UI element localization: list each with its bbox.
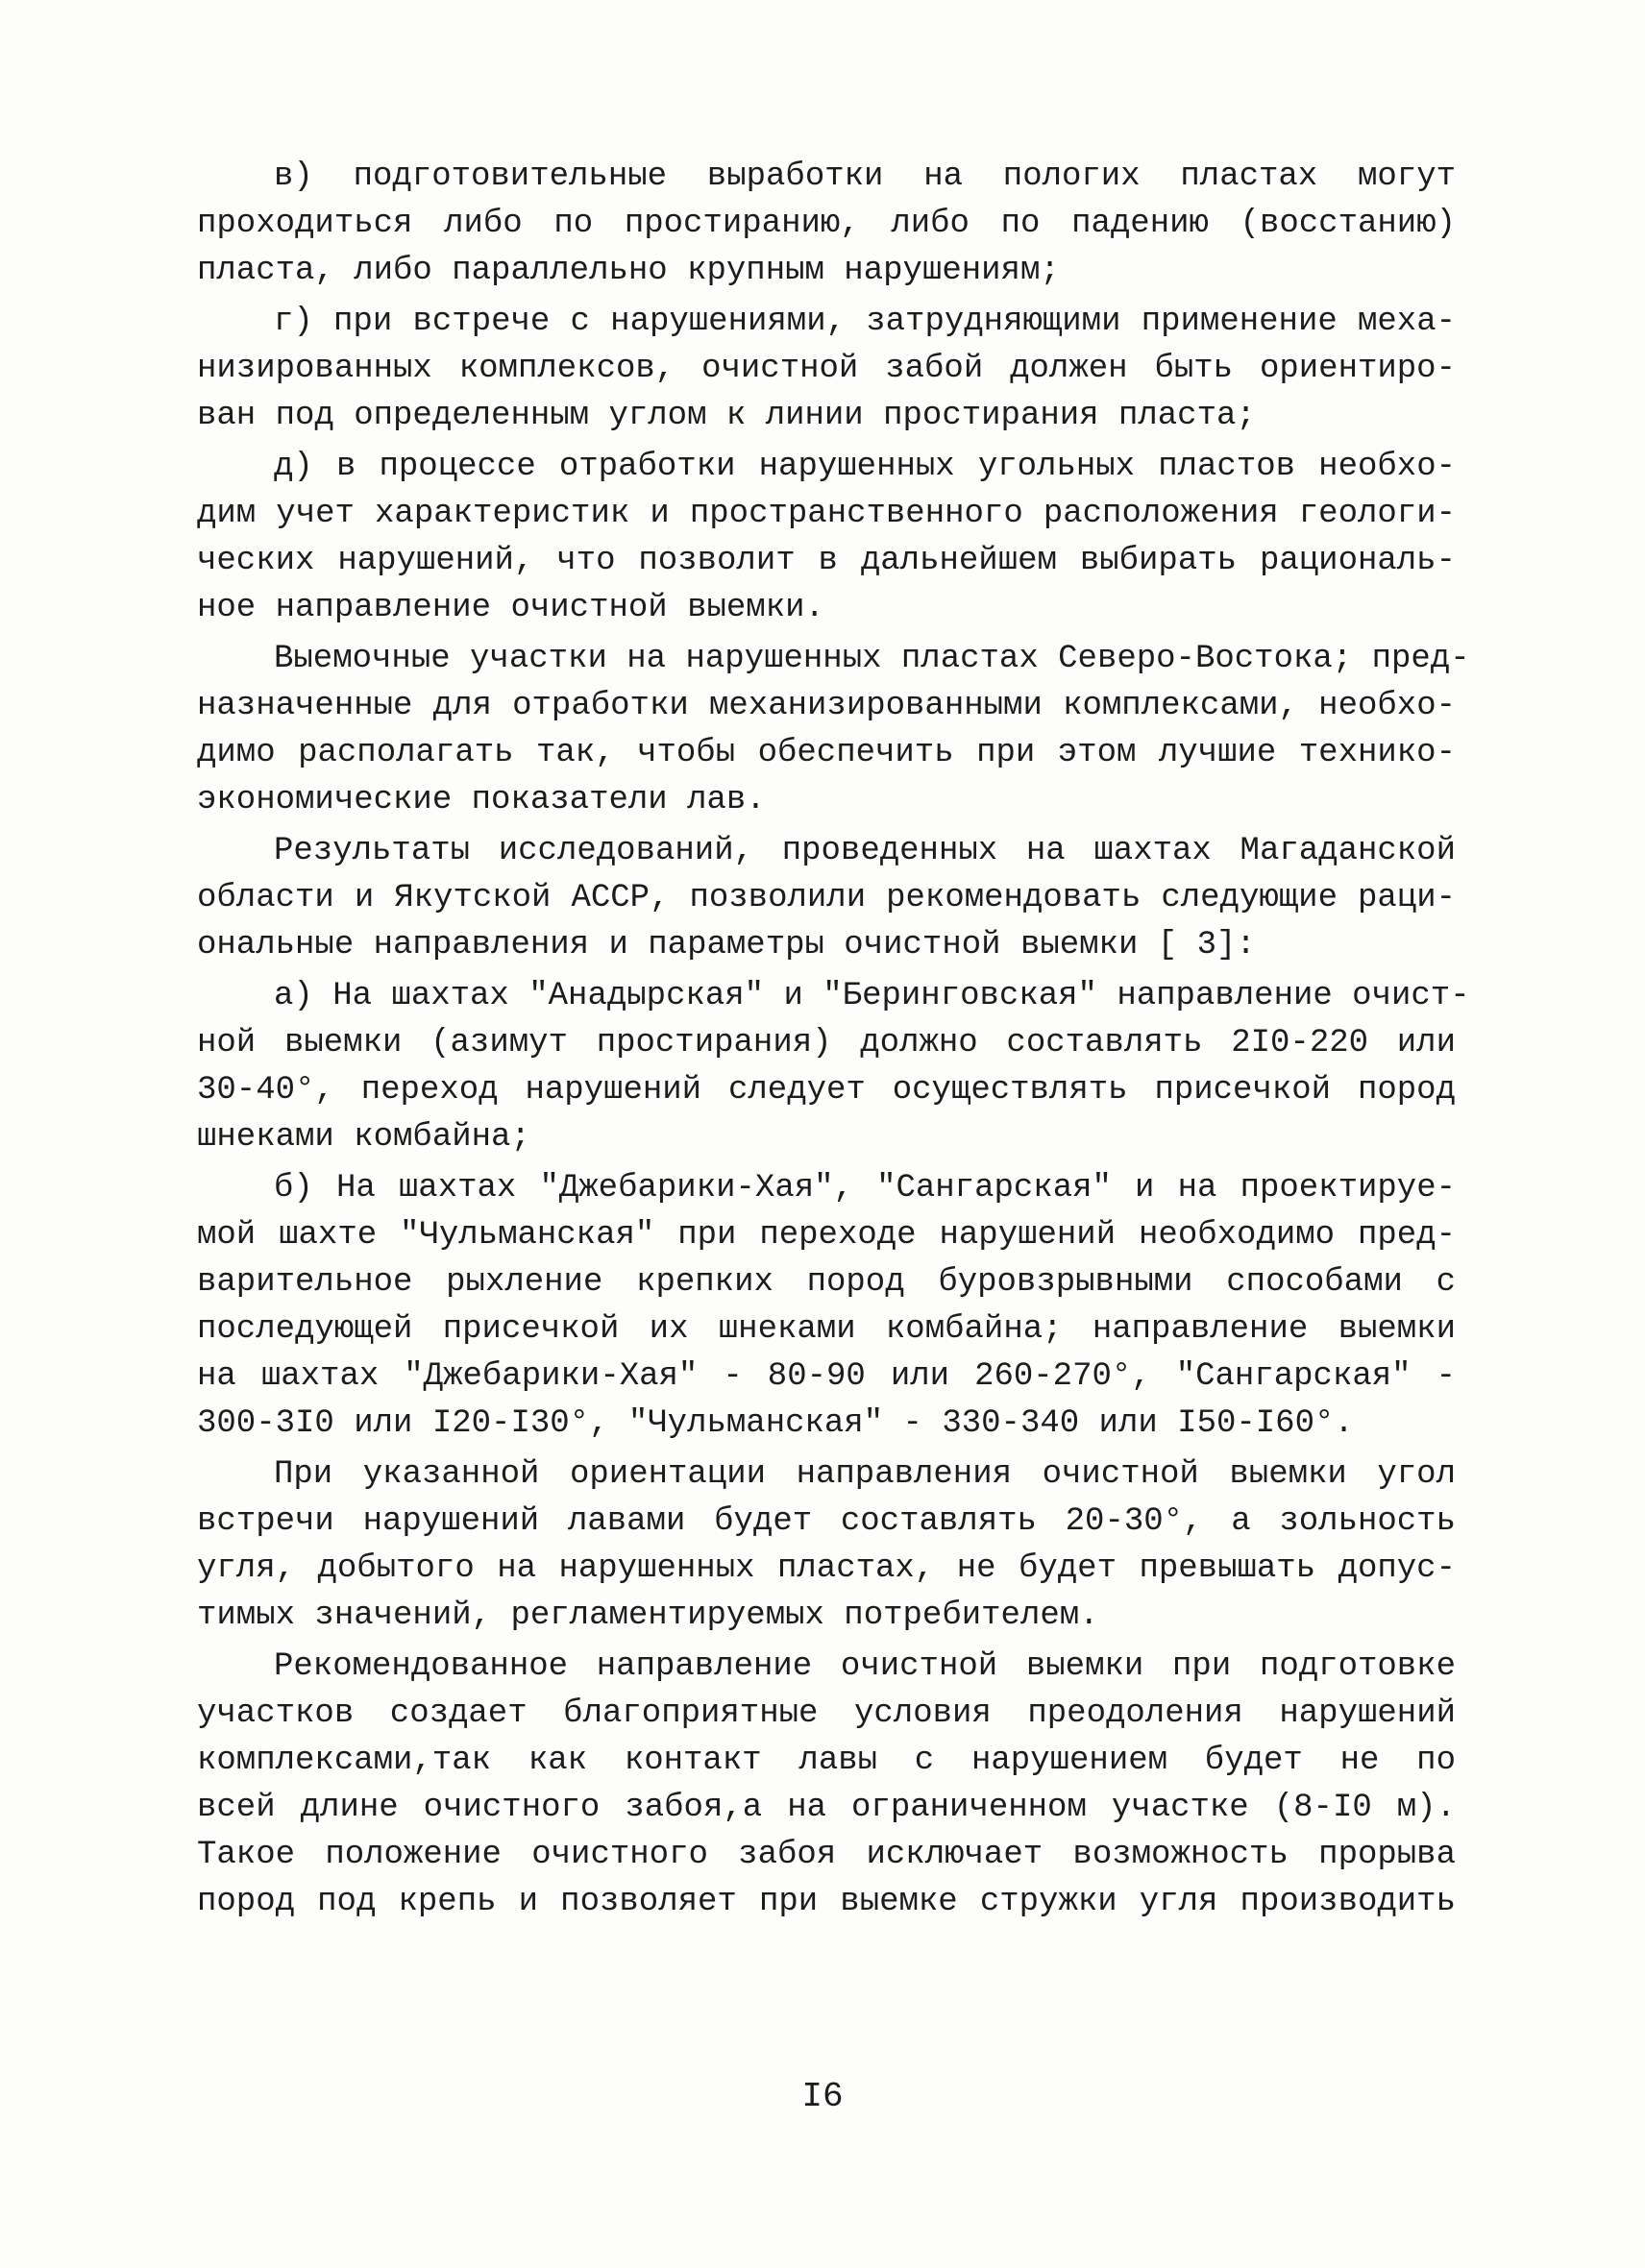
text-line: г) при встрече с нарушениями, затрудняющими применение меха- (274, 304, 1456, 340)
text-line: Результаты исследований, проведенных на шахтах Магаданской (274, 833, 1456, 869)
page-number: I6 (801, 2077, 844, 2116)
text-line: ческих нарушений, что позволит в дальнейшем выбирать рациональ- (197, 543, 1456, 579)
paragraph-item-b (197, 1165, 1456, 1448)
text-line: шнеками комбайна; (197, 1119, 530, 1156)
paragraph-recommended (197, 1644, 1456, 1926)
text-line: б) На шахтах "Джебарики-Хая", "Сангарская" и на проектируе- (274, 1170, 1456, 1207)
text-line: пород под крепь и позволяет при выемке стружки угля производить (197, 1884, 1456, 1920)
text-line: тимых значений, регламентируемых потребителем. (197, 1597, 1099, 1634)
text-line: участков создает благоприятные условия преодоления нарушений (197, 1695, 1456, 1732)
text-line: При указанной ориентации направления очистной выемки угол (274, 1456, 1456, 1493)
text-line: 300-3I0 или I20-I30°, "Чульманская" - 330-340 или I50-I60°. (197, 1405, 1354, 1442)
text-line: д) в процессе отработки нарушенных угольных пластов необхо- (274, 449, 1456, 485)
text-line: Такое положение очистного забоя исключает возможность прорыва (197, 1837, 1456, 1873)
text-line: ной выемки (азимут простирания) должно составлять 2I0-220 или (197, 1025, 1456, 1061)
text-line: пласта, либо параллельно крупным нарушениям; (197, 253, 1060, 289)
text-line: всей длине очистного забоя,а на ограниченном участке (8-I0 м). (197, 1790, 1456, 1826)
text-line: дим учет характеристик и пространственного расположения геологи- (197, 496, 1456, 532)
text-line: а) На шахтах "Анадырская" и "Беринговская" направление очист- (274, 978, 1470, 1014)
text-line: Выемочные участки на нарушенных пластах Северо-Востока; пред- (274, 641, 1470, 677)
paragraph-orientation (197, 1451, 1456, 1640)
text-line: Рекомендованное направление очистной выемки при подготовке (274, 1648, 1456, 1685)
text-line: угля, добытого на нарушенных пластах, не будет превышать допус- (197, 1550, 1456, 1587)
text-line: ональные направления и параметры очистной выемки [ 3]: (197, 927, 1256, 963)
text-line: на шахтах "Джебарики-Хая" - 80-90 или 260-270°, "Сангарская" - (197, 1358, 1456, 1395)
paragraph-results (197, 828, 1456, 969)
paragraph-item-g (197, 299, 1456, 440)
body-text (197, 154, 1470, 1930)
paragraph-item-v (197, 154, 1456, 295)
text-line: 30-40°, переход нарушений следует осуществлять присечкой пород (197, 1072, 1456, 1109)
text-line: в) подготовительные выработки на пологих пластах могут (274, 159, 1456, 195)
text-line: назначенные для отработки механизированными комплексами, необхо- (197, 688, 1456, 724)
text-line: низированных комплексов, очистной забой должен быть ориентиро- (197, 351, 1456, 387)
text-line: области и Якутской АССР, позволили рекомендовать следующие раци- (197, 880, 1456, 916)
text-line: встречи нарушений лавами будет составлять 20-30°, а зольность (197, 1503, 1456, 1540)
text-line: последующей присечкой их шнеками комбайна; направление выемки (197, 1311, 1456, 1348)
paragraph-item-a (197, 973, 1470, 1161)
paragraph-item-d (197, 444, 1456, 632)
text-line: мой шахте "Чульманская" при переходе нарушений необходимо пред- (197, 1217, 1456, 1254)
paragraph-sections (197, 636, 1470, 824)
text-line: димо располагать так, чтобы обеспечить при этом лучшие технико- (197, 735, 1456, 771)
text-line: комплексами,так как контакт лавы с нарушением будет не по (197, 1743, 1456, 1779)
text-line: экономические показатели лав. (197, 782, 766, 818)
text-line: ное направление очистной выемки. (197, 590, 824, 626)
text-line: ван под определенным углом к линии простирания пласта; (197, 398, 1256, 434)
text-line: варительное рыхление крепких пород буровзрывными способами с (197, 1264, 1456, 1301)
text-line: проходиться либо по простиранию, либо по падению (восстанию) (197, 206, 1456, 242)
